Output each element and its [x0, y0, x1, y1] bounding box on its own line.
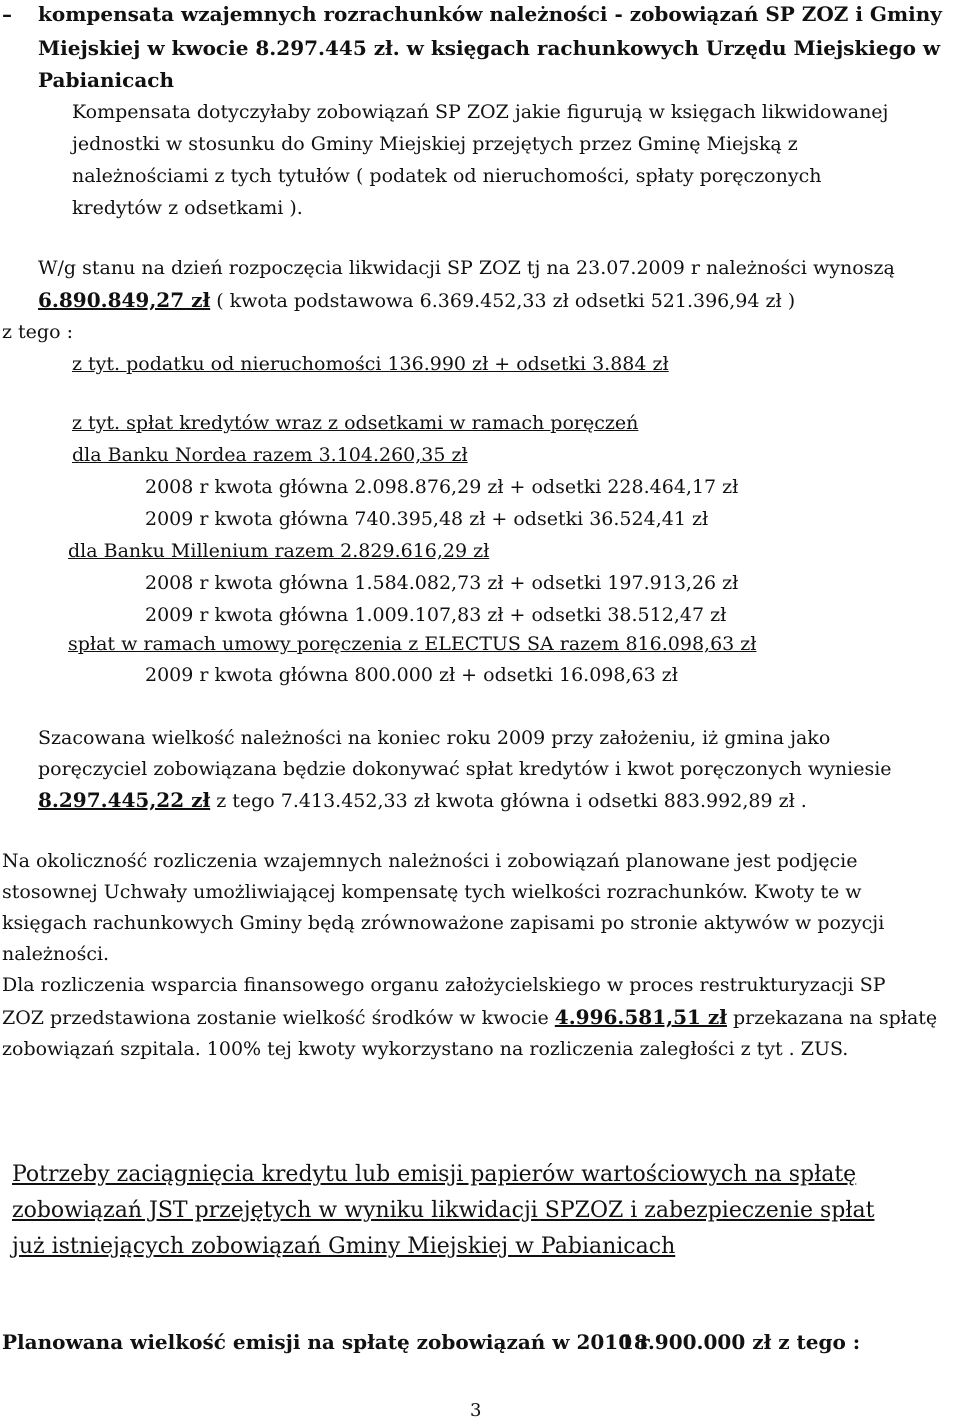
text-line: z tyt. podatku od nieruchomości 136.990 zł + odsetki 3.884 zł	[72, 353, 669, 375]
text-segment: przekazana na spłatę	[726, 1007, 938, 1029]
text-line: z tyt. spłat kredytów wraz z odsetkami w ramach poręczeń	[72, 412, 639, 434]
text-line	[38, 288, 795, 313]
amount-detail: ( kwota podstawowa 6.369.452,33 zł odsetki 521.396,94 zł )	[210, 290, 796, 312]
text-line: Na okoliczność rozliczenia wzajemnych należności i zobowiązań planowane jest podjęcie	[2, 850, 858, 872]
text-line: Dla rozliczenia wsparcia finansowego organu założycielskiego w proces restrukturyzacji SP	[2, 974, 886, 996]
text-line: kompensata wzajemnych rozrachunków należności - zobowiązań SP ZOZ i Gminy	[38, 2, 942, 26]
text-line: 2009 r kwota główna 1.009.107,83 zł + odsetki 38.512,47 zł	[145, 604, 727, 626]
text-line: jednostki w stosunku do Gminy Miejskiej przejętych przez Gminę Miejską z	[72, 133, 798, 155]
text-line: Szacowana wielkość należności na koniec roku 2009 przy założeniu, iż gmina jako	[38, 727, 831, 749]
text-line: dla Banku Millenium razem 2.829.616,29 zł	[68, 540, 490, 562]
planned-emission-amount: 18.900.000 zł z tego :	[620, 1330, 861, 1354]
amount-support: 4.996.581,51 zł	[554, 1005, 727, 1029]
text-line	[38, 788, 807, 813]
text-segment: ZOZ przedstawiona zostanie wielkość środków w kwocie	[2, 1007, 555, 1029]
text-line: poręczyciel zobowiązana będzie dokonywać spłat kredytów i kwot poręczonych wyniesie	[38, 758, 892, 780]
section-heading: Potrzeby zaciągnięcia kredytu lub emisji papierów wartościowych na spłatę	[12, 1162, 857, 1187]
amount-estimate: 8.297.445,22 zł	[38, 788, 211, 812]
text-line: Pabianicach	[38, 68, 174, 92]
planned-emission: Planowana wielkość emisji na spłatę zobowiązań w 2010 r	[2, 1330, 650, 1354]
page-number: 3	[470, 1400, 482, 1421]
text-line: 2009 r kwota główna 740.395,48 zł + odsetki 36.524,41 zł	[145, 508, 709, 530]
text-line: 2008 r kwota główna 1.584.082,73 zł + odsetki 197.913,26 zł	[145, 572, 739, 594]
amount-total: 6.890.849,27 zł	[38, 288, 211, 312]
text-line: 2008 r kwota główna 2.098.876,29 zł + odsetki 228.464,17 zł	[145, 476, 739, 498]
text-line: 2009 r kwota główna 800.000 zł + odsetki 16.098,63 zł	[145, 664, 678, 686]
text-line: stosownej Uchwały umożliwiającej kompensatę tych wielkości rozrachunków. Kwoty te w	[2, 881, 862, 903]
section-heading: już istniejących zobowiązań Gminy Miejskiej w Pabianicach	[12, 1234, 676, 1259]
text-line	[2, 1005, 937, 1030]
amount-detail: z tego 7.413.452,33 zł kwota główna i odsetki 883.992,89 zł .	[210, 790, 807, 812]
section-heading: zobowiązań JST przejętych w wyniku likwidacji SPZOZ i zabezpieczenie spłat	[12, 1198, 875, 1223]
text-line: W/g stanu na dzień rozpoczęcia likwidacji SP ZOZ tj na 23.07.2009 r należności wynoszą	[38, 257, 895, 279]
text-line: należności.	[2, 943, 110, 965]
text-line: kredytów z odsetkami ).	[72, 197, 303, 219]
text-line: Miejskiej w kwocie 8.297.445 zł. w księgach rachunkowych Urzędu Miejskiego w	[38, 36, 941, 60]
text-line: spłat w ramach umowy poręczenia z ELECTUS SA razem 816.098,63 zł	[68, 633, 757, 655]
text-line: zobowiązań szpitala. 100% tej kwoty wykorzystano na rozliczenia zaległości z tyt . ZUS.	[2, 1038, 849, 1060]
text-line: z tego :	[2, 321, 73, 343]
text-line: Kompensata dotyczyłaby zobowiązań SP ZOZ jakie figurują w księgach likwidowanej	[72, 101, 889, 123]
dash-bullet: –	[2, 2, 12, 26]
text-line: należnościami z tych tytułów ( podatek od nieruchomości, spłaty poręczonych	[72, 165, 822, 187]
text-line: dla Banku Nordea razem 3.104.260,35 zł	[72, 444, 468, 466]
text-line: księgach rachunkowych Gminy będą zrównoważone zapisami po stronie aktywów w pozycji	[2, 912, 885, 934]
